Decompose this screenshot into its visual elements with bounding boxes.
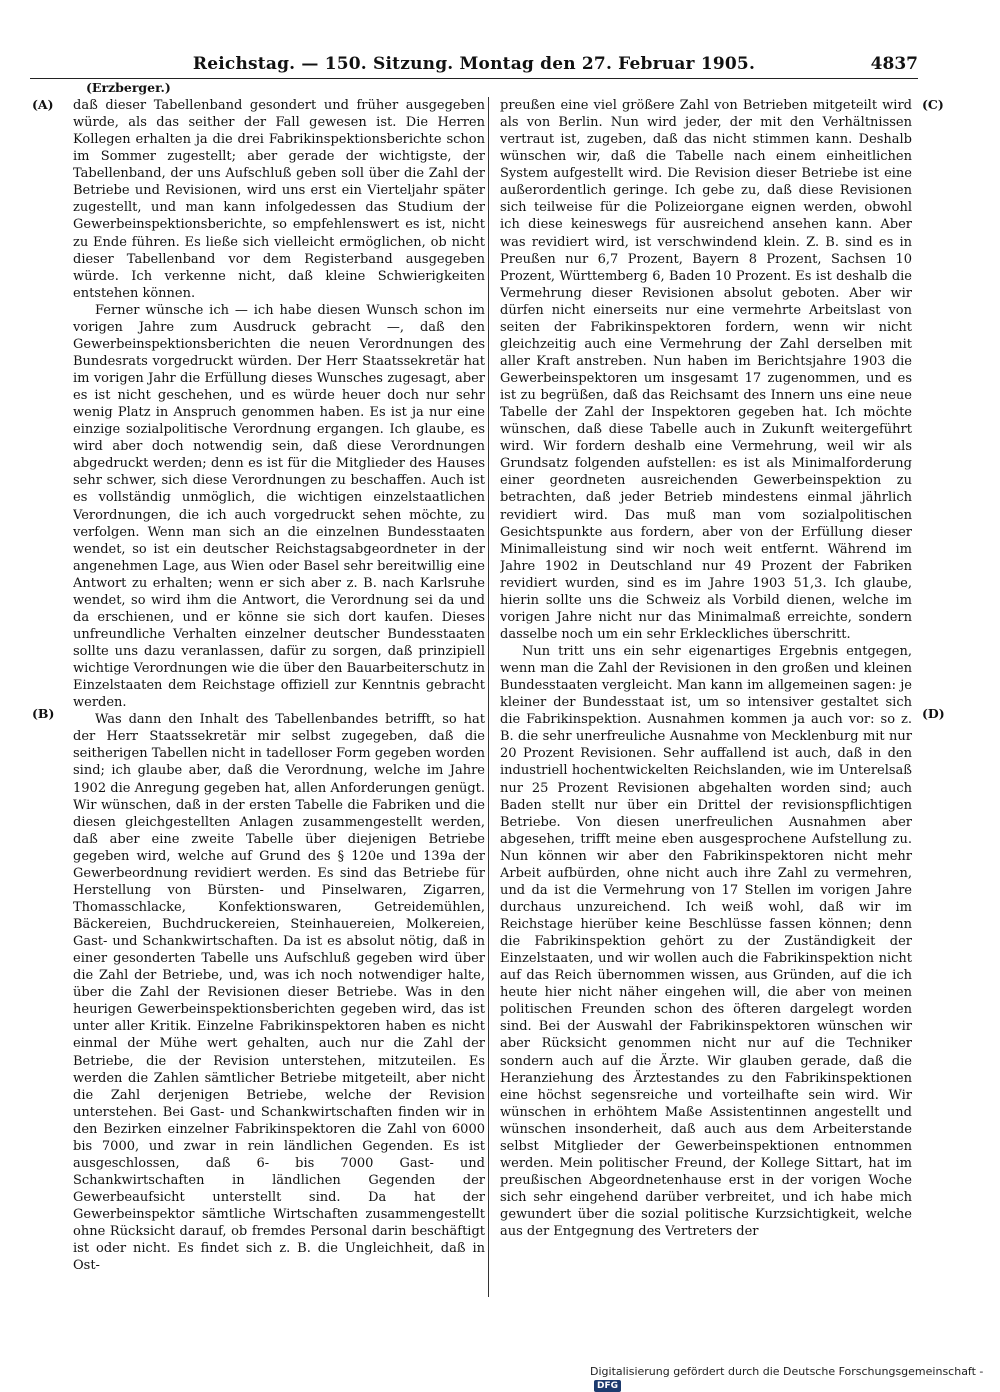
page-header — [30, 54, 918, 79]
footer-credit — [590, 1365, 1000, 1392]
speaker-label: (Erzberger.) — [86, 80, 171, 95]
right-column — [500, 97, 912, 1302]
left-paragraph-2: Ferner wünsche ich — ich habe diesen Wunsch schon im vorigen Jahre zum Ausdruck gebracht —, daß den Gewerbeinspektionsberichten die neuen Verordnungen des Bundesrats vorgedruckt würden. Der Herr Staatssekretär hat im vorigen Jahr die Erfüllung dieses Wunsches zugesagt, aber es ist nicht geschehen, und es würde heuer doch nur sehr wenig Platz in Anspruch genommen haben. Es ist ja nur eine einzige sozialpolitische Verordnung ergangen. Ich glaube, es wird aber doch notwendig sein, daß diese Verordnungen abgedruckt werden; denn es ist für die Mitglieder des Hauses sehr schwer, sich diese Verordnungen zu beschaffen. Auch ist es vollständig unmöglich, die wichtigen einzelstaatlichen Verordnungen, die ich auch vorgedruckt sehen möchte, zu verfolgen. Wenn man sich an die einzelnen Bundesstaaten wendet, so ist ein deutscher Reichstagsabgeordneter in der angenehmen Lage, aus Wien oder Basel sehr bereitwillig eine Antwort zu erhalten; wenn er sich aber z. B. nach Karlsruhe wendet, so wird ihm die Antwort, die Verordnung sei da und da erschienen, und er könne sie sich dort kaufen. Dieses unfreundliche Verhalten einzelner deutscher Bundesstaaten sollte uns dazu veranlassen, dafür zu sorgen, daß prinzipiell wichtige Verordnungen wie die über den Bauarbeiterschutz in Einzelstaaten dem Reichstage offiziell zur Kenntnis gebracht werden. — [73, 302, 485, 711]
left-paragraph-1: daß dieser Tabellenband gesondert und früher ausgegeben würde, als das seither der Fall gewesen ist. Die Herren Kollegen erhalten ja die drei Fabrikinspektionsberichte schon im Sommer zugestellt; aber gerade der wichtigste, der Tabellenband, der uns Aufschluß geben soll über die Zahl der Betriebe und Revisionen, wird uns erst ein Vierteljahr später zugestellt, und man kann infolgedessen das Studium der Gewerbeinspektionsberichte, so empfehlenswert es ist, nicht zu Ende führen. Es ließe sich vielleicht ermöglichen, ob nicht dieser Tabellenband vor dem Registerband ausgegeben würde. Ich verkenne nicht, daß kleine Schwierigkeiten entstehen können. — [73, 98, 485, 301]
header-title: Reichstag. — 150. Sitzung. Montag den 27. Februar 1905. — [192, 54, 756, 74]
margin-marker-b: (B) — [32, 706, 55, 721]
margin-marker-d: (D) — [922, 706, 945, 721]
footer-text: Digitalisierung gefördert durch die Deutsche Forschungsgemeinschaft - — [590, 1365, 984, 1378]
margin-marker-a: (A) — [32, 97, 54, 112]
left-column — [73, 97, 485, 1302]
page-number: 4837 — [870, 54, 918, 74]
right-paragraph-1: preußen eine viel größere Zahl von Betrieben mitgeteilt wird als von Berlin. Nun wird jeder, der mit den Verhältnissen vertraut ist, zugeben, daß das nicht stimmen kann. Deshalb wünschen wir, daß die Tabelle nach einem einheitlichen System aufgestellt wird. Die Revision dieser Betriebe ist eine außerordentlich geringe. Ich gebe zu, daß diese Revisionen sich teilweise für die Polizeiorgane eignen werden, obwohl ich diese keineswegs für ausreichend ansehen kann. Aber was revidiert wird, ist verschwindend klein. Z. B. sind es in Preußen nur 6,7 Prozent, Bayern 8 Prozent, Sachsen 10 Prozent, Württemberg 6, Baden 10 Prozent. Es ist deshalb die Vermehrung dieser Revisionen absolut geboten. Aber wir dürfen nicht einerseits nur eine vermehrte Arbeitslast von seiten der Fabrikinspektoren fordern, wenn wir nicht gleichzeitig auch eine Vermehrung der Zahl derselben mit aller Kraft anstreben. Nun haben im Berichtsjahre 1903 die Gewerbeinspektoren um insgesamt 17 zugenommen, und es ist zu begrüßen, daß das Reichsamt des Innern uns eine neue Tabelle der Zahl der Inspektoren gegeben hat. Ich möchte wünschen, daß diese Tabelle auch in Zukunft weitergeführt wird. Wir fordern deshalb eine Vermehrung, weil wir als Grundsatz folgenden aufstellen: es ist als Minimalforderung einer geordneten ausreichenden Gewerbeinspektion zu betrachten, daß jeder Betrieb mindestens einmal jährlich revidiert wird. Das muß man vom sozialpolitischen Gesichtspunkte aus fordern, aber von der Erfüllung dieser Minimalleistung sind wir noch weit entfernt. Während im Jahre 1902 in Deutschland nur 49 Prozent der Fabriken revidiert wurden, sind es im Jahre 1903 51,3. Ich glaube, hierin sollte uns die Schweiz als Vorbild dienen, welche im vorigen Jahre nicht nur das Minimalmaß erreichte, sondern dasselbe noch um ein sehr Erkleckliches überschritt. — [500, 98, 912, 642]
right-paragraph-2: Nun tritt uns ein sehr eigenartiges Ergebnis entgegen, wenn man die Zahl der Revisionen in den großen und kleinen Bundesstaaten vergleicht. Man kann im allgemeinen sagen: je kleiner der Bundesstaat ist, um so intensiver gestaltet sich die Fabrikinspektion. Ausnahmen kommen ja auch vor: so z. B. die sehr unerfreuliche Ausnahme von Mecklenburg mit nur 20 Prozent Revisionen. Sehr auffallend ist auch, daß in den industriell hochentwickelten Reichslanden, wie im Unterelsaß nur 25 Prozent Revisionen abgehalten worden sind; auch Baden stellt nur über ein Drittel der revisionspflichtigen Betriebe. Von diesen unerfreulichen Ausnahmen aber abgesehen, trifft meine eben ausgesprochene Aufstellung zu. Nun können wir aber den Fabrikinspektoren nicht mehr Arbeit aufbürden, ohne nicht auch ihre Zahl zu vermehren, und da ist die Vermehrung von 17 Stellen im vorigen Jahre durchaus unzureichend. Ich weiß wohl, daß wir im Reichstage hierüber keine Beschlüsse fassen können; denn die Fabrikinspektion gehört zu der Zuständigkeit der Einzelstaaten, und wir wollen auch die Fabrikinspektion nicht auf das Reich übernommen wissen, aus Gründen, auf die ich heute hier nicht näher eingehen will, die aber von meinen politischen Freunden schon des öfteren dargelegt worden sind. Bei der Auswahl der Fabrikinspektoren wünschen wir aber Rücksicht genommen nicht nur auf die Techniker sondern auch auf die Ärzte. Wir glauben gerade, daß die Heranziehung des Ärztestandes zu den Fabrikinspektionen eine höchst segensreiche und vorteilhafte sein wird. Wir wünschen in erhöhtem Maße Assistentinnen angestellt und wünschen insonderheit, daß auch aus dem Arbeiterstande selbst Mitglieder der Gewerbeinspektionen entnommen werden. Mein politischer Freund, der Kollege Sittart, hat im preußischen Abgeordnetenhause erst in der vorigen Woche sich sehr eingehend darüber verbreitet, und ich habe mich gewundert über die sozial politische Kurzsichtigkeit, welche aus der Entgegnung des Vertreters der — [500, 644, 912, 1240]
left-paragraph-3: Was dann den Inhalt des Tabellenbandes betrifft, so hat der Herr Staatssekretär mir selbst zugegeben, daß die seitherigen Tabellen nicht in tadelloser Form gegeben worden sind; ich glaube aber, daß die Verordnung, welche im Jahre 1902 die Anregung gegeben hat, allen Anforderungen genügt. Wir wünschen, daß in der ersten Tabelle die Fabriken und die diesen gleichgestellten Anlagen zusammengestellt werden, daß aber eine zweite Tabelle über diejenigen Betriebe gegeben wird, welche auf Grund des § 120e und 139a der Gewerbeordnung revidiert werden. Es sind das Betriebe für Herstellung von Bürsten- und Pinselwaren, Zigarren, Thomasschlacke, Konfektionswaren, Getreidemühlen, Bäckereien, Buchdruckereien, Steinhauereien, Molkereien, Gast- und Schankwirtschaften. Da ist es absolut nötig, daß in einer gesonderten Tabelle uns Aufschluß gegeben wird über die Zahl der Betriebe, und, was ich noch notwendiger halte, über die Zahl der Revisionen dieser Betriebe. Was in den heurigen Gewerbeinspektionsberichten gegeben wird, das ist unter aller Kritik. Einzelne Fabrikinspektoren haben es nicht einmal der Mühe wert gehalten, auch nur die Zahl der Betriebe, die der Revision unterstehen, mitzuteilen. Es werden die Zahlen sämtlicher Betriebe mitgeteilt, aber nicht die Zahl derjenigen Betriebe, welche der Revision unterstehen. Bei Gast- und Schankwirtschaften finden wir in den Bezirken einzelner Fabrikinspektoren die Zahl von 6000 bis 7000, und zwar in rein ländlichen Gegenden. Es ist ausgeschlossen, daß 6- bis 7000 Gast- und Schankwirtschaften in ländlichen Gegenden der Gewerbeaufsicht unterstellt sind. Da hat der Gewerbeinspektor sämtliche Wirtschaften zusammengestellt ohne Rücksicht darauf, ob fremdes Personal darin beschäftigt ist oder nicht. Es findet sich z. B. die Ungleichheit, daß in Ost- — [73, 712, 485, 1274]
dfg-logo: DFG — [594, 1380, 621, 1392]
column-divider — [488, 97, 489, 1297]
margin-marker-c: (C) — [922, 97, 944, 112]
